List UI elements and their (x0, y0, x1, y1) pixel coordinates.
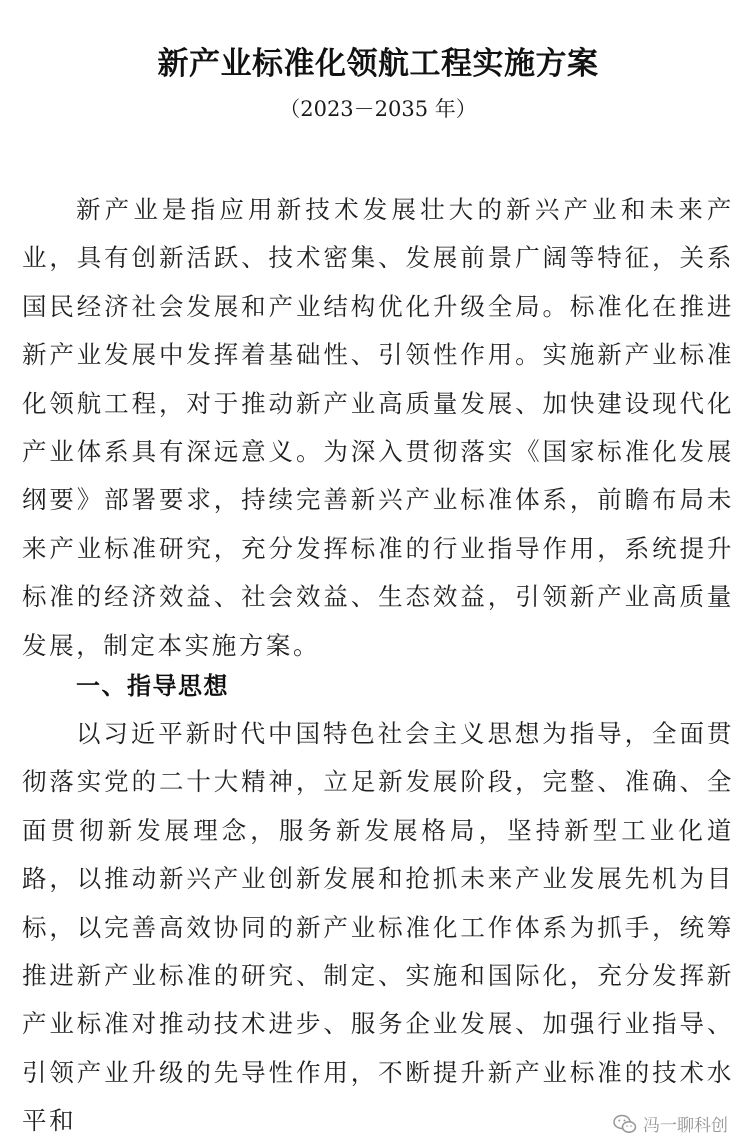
document-title: 新产业标准化领航工程实施方案 (157, 46, 599, 82)
section-heading: 一、指导思想 (76, 672, 229, 700)
watermark-text: 冯一聊科创 (643, 1116, 728, 1136)
wechat-icon (613, 1114, 637, 1134)
document-subtitle: （2023－2035 年） (279, 97, 477, 121)
guiding-ideology-paragraph: 以习近平新时代中国特色社会主义思想为指导，全面贯彻落实党的二十大精神，立足新发展阶段，完整、准确、全面贯彻新发展理念，服务新发展格局，坚持新型工业化道路，以推动新兴产业创新发展和抢抓未来产业发展先机为目标，以完善高效协同的新产业标准化工作体系为抓手，统筹推进新产业标准的研究、制定、实施和国际化，充分发挥新产业标准对推动技术进步、服务企业发展、加强行业指导、引领产业升级的先导性作用，不断提升新产业标准的技术水平和 (22, 719, 734, 1136)
watermark (613, 1111, 728, 1136)
intro-paragraph: 新产业是指应用新技术发展壮大的新兴产业和未来产业，具有创新活跃、技术密集、发展前景广阔等特征，关系国民经济社会发展和产业结构优化升级全局。标准化在推进新产业发展中发挥着基础性、引领性作用。实施新产业标准化领航工程，对于推动新产业高质量发展、加快建设现代化产业体系具有深远意义。为深入贯彻落实《国家标准化发展纲要》部署要求，持续完善新兴产业标准体系，前瞻布局未来产业标准研究，充分发挥标准的行业指导作用，系统提升标准的经济效益、社会效益、生态效益，引领新产业高质量发展，制定本实施方案。 (22, 195, 734, 660)
